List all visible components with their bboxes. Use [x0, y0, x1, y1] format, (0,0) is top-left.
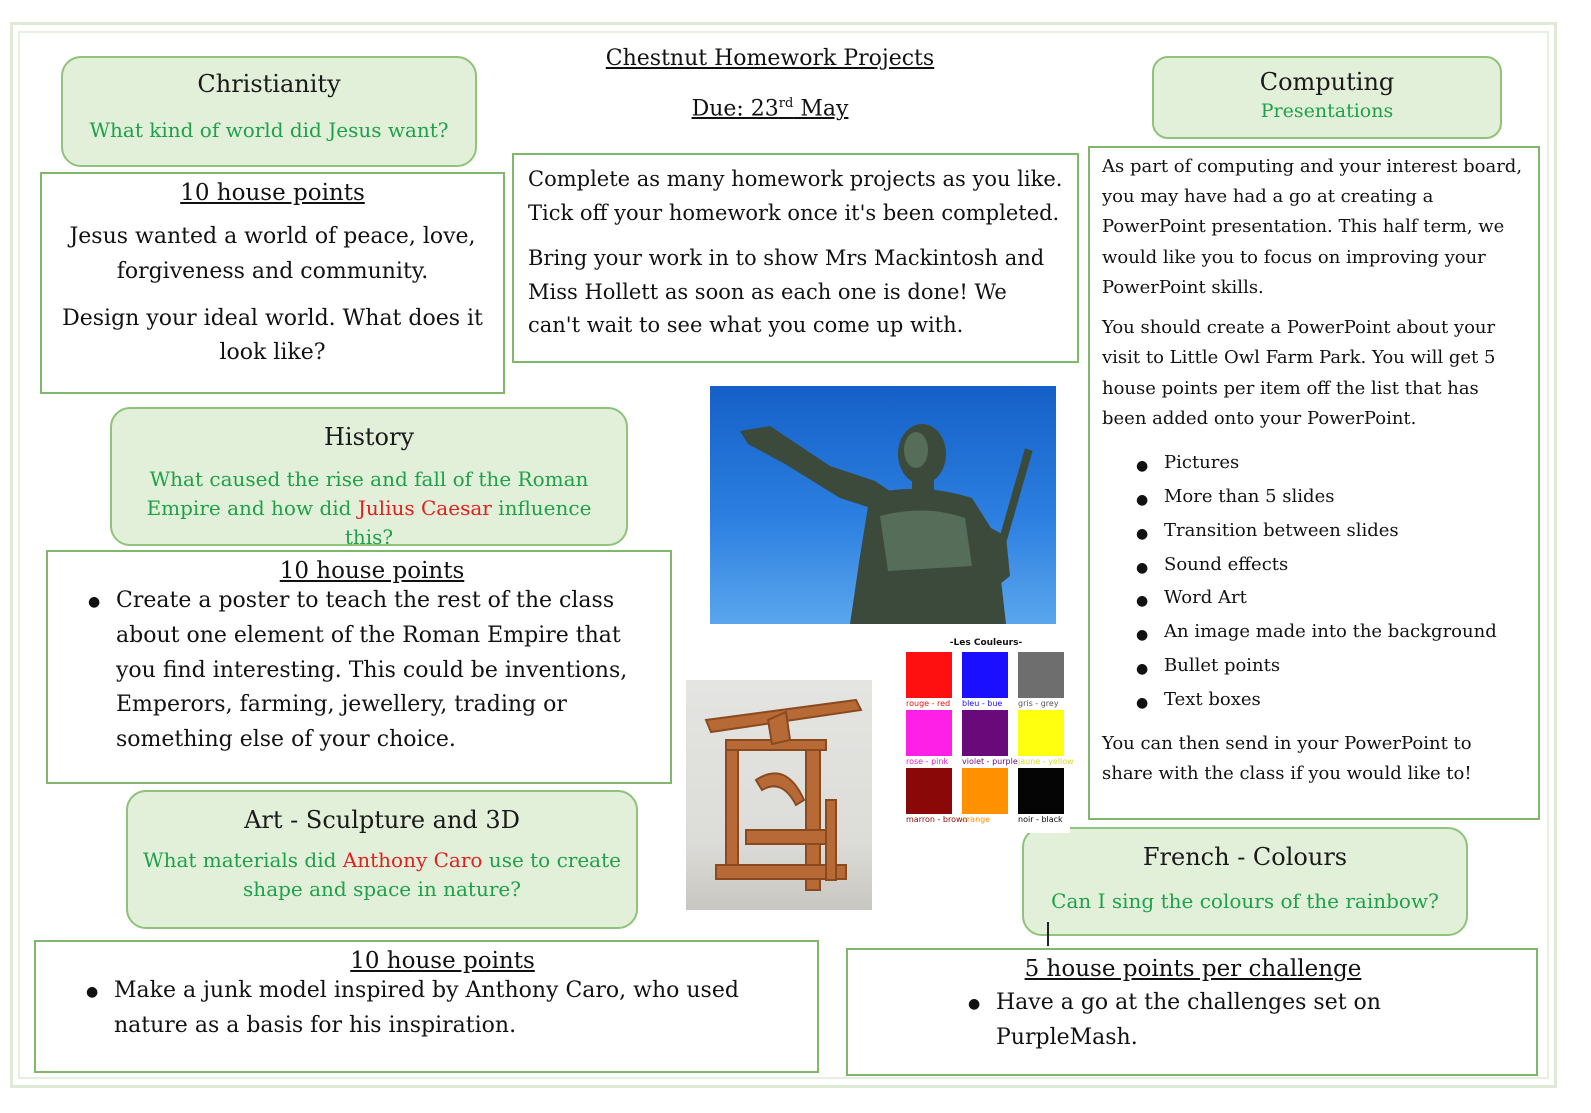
colour-swatch-label: violet - purple	[962, 757, 1018, 766]
french-box	[846, 948, 1538, 1076]
colour-swatch-label: rouge - red	[906, 699, 951, 708]
computing-list	[1136, 446, 1526, 717]
history-q-a: What caused the rise and fall of the Roman Empire and how did	[146, 467, 589, 520]
colour-swatch	[906, 710, 952, 756]
christianity-header	[61, 56, 477, 167]
caro-sculpture-image	[686, 680, 872, 910]
christianity-box	[40, 172, 505, 394]
statue-svg	[710, 386, 1056, 624]
colour-swatch	[962, 652, 1008, 698]
computing-item: ● Sound effects	[1136, 548, 1526, 582]
art-box	[34, 940, 819, 1073]
colour-swatch-label: marron - brown	[906, 815, 968, 824]
christianity-title: Christianity	[197, 70, 341, 98]
colours-chart	[902, 638, 1074, 833]
colour-swatch-label: gris - grey	[1018, 699, 1059, 708]
computing-item: ● Pictures	[1136, 446, 1526, 480]
page-title: Chestnut Homework Projects	[605, 46, 935, 71]
french-title: French - Colours	[1142, 843, 1348, 871]
history-q-red: Julius Caesar	[357, 496, 492, 520]
colour-swatch-label: bleu - bue	[962, 699, 1003, 708]
art-title: Art - Sculpture and 3D	[244, 806, 520, 834]
art-q-a: What materials did	[143, 848, 343, 872]
caesar-statue-image	[710, 386, 1056, 624]
computing-item: ● Bullet points	[1136, 649, 1526, 683]
colours-chart-title: -Les Couleurs-	[949, 638, 1023, 648]
french-question: Can I sing the colours of the rainbow?	[1051, 889, 1439, 913]
art-bullet: ● Make a junk model inspired by Anthony Caro, who used nature as a basis for his inspiration.	[86, 974, 799, 1044]
art-question	[140, 846, 624, 904]
christianity-text1: Jesus wanted a world of peace, love, forgiveness and community.	[69, 224, 476, 284]
computing-item: ● More than 5 slides	[1136, 480, 1526, 514]
colour-swatch-label: rose - pink	[906, 757, 949, 766]
history-bullet: ● Create a poster to teach the rest of the class about one element of the Roman Empire that you find interesting. This could be inventions, Emperors, farming, jewellery, trading or something else of your choice.	[88, 584, 656, 758]
art-list	[86, 974, 799, 1044]
art-header	[126, 790, 638, 929]
colour-swatch	[906, 768, 952, 814]
christianity-points: 10 house points	[180, 180, 365, 206]
french-points: 5 house points per challenge	[1024, 956, 1362, 982]
intro-p2: Bring your work in to show Mrs Mackintosh and Miss Hollett as soon as each one is done! We can't wait to see what you come up with.	[528, 246, 1045, 338]
french-list	[968, 986, 1518, 1056]
computing-header	[1152, 56, 1502, 139]
history-points: 10 house points	[279, 558, 465, 584]
computing-p1: As part of computing and your interest board, you may have had a go at creating a PowerPoint presentation. This half term, we would like you to focus on improving your PowerPoint skills.	[1102, 156, 1523, 298]
colour-swatch	[1018, 710, 1064, 756]
history-title: History	[323, 423, 415, 451]
computing-box	[1088, 146, 1540, 820]
colour-swatch-label: orange	[962, 815, 991, 824]
french-bullet: ● Have a go at the challenges set on PurpleMash.	[968, 986, 1518, 1056]
intro-p1: Complete as many homework projects as you like. Tick off your homework once it's been completed.	[528, 167, 1063, 225]
due-date	[620, 96, 920, 121]
colour-swatch	[906, 652, 952, 698]
computing-subtitle: Presentations	[1260, 100, 1394, 122]
due-sup: rd	[778, 96, 794, 111]
computing-p3: You can then send in your PowerPoint to share with the class if you would like to!	[1102, 732, 1472, 784]
history-list	[88, 584, 656, 758]
text-cursor	[1047, 922, 1049, 946]
art-q-red: Anthony Caro	[342, 848, 483, 872]
history-header	[110, 407, 628, 549]
computing-item: ● An image made into the background	[1136, 615, 1526, 649]
history-box	[46, 550, 672, 784]
sculpture-svg	[686, 680, 872, 910]
history-question	[124, 465, 614, 552]
colour-swatch	[962, 768, 1008, 814]
french-header	[1022, 827, 1468, 936]
due-suffix: May	[793, 96, 849, 122]
computing-p2: You should create a PowerPoint about your visit to Little Owl Farm Park. You will get 5 house points per item off the list that has been added onto your PowerPoint.	[1102, 317, 1496, 429]
colour-swatch-label: noir - black	[1018, 815, 1063, 824]
christianity-text2: Design your ideal world. What does it look like?	[62, 305, 483, 366]
art-points: 10 house points	[350, 948, 535, 974]
colour-swatch-label: jaune - yellow	[1018, 757, 1074, 766]
history-q-b: influence this?	[344, 496, 592, 549]
computing-title: Computing	[1259, 68, 1395, 96]
colour-swatch	[1018, 652, 1064, 698]
colour-swatch	[1018, 768, 1064, 814]
intro-box	[512, 153, 1079, 363]
computing-item: ● Transition between slides	[1136, 514, 1526, 548]
christianity-question: What kind of world did Jesus want?	[89, 118, 449, 142]
computing-item: ● Word Art	[1136, 581, 1526, 615]
colour-swatch	[962, 710, 1008, 756]
art-q-b: use to create shape and space in nature?	[243, 848, 621, 901]
due-prefix: Due: 23	[691, 96, 779, 122]
computing-item: ● Text boxes	[1136, 683, 1526, 717]
